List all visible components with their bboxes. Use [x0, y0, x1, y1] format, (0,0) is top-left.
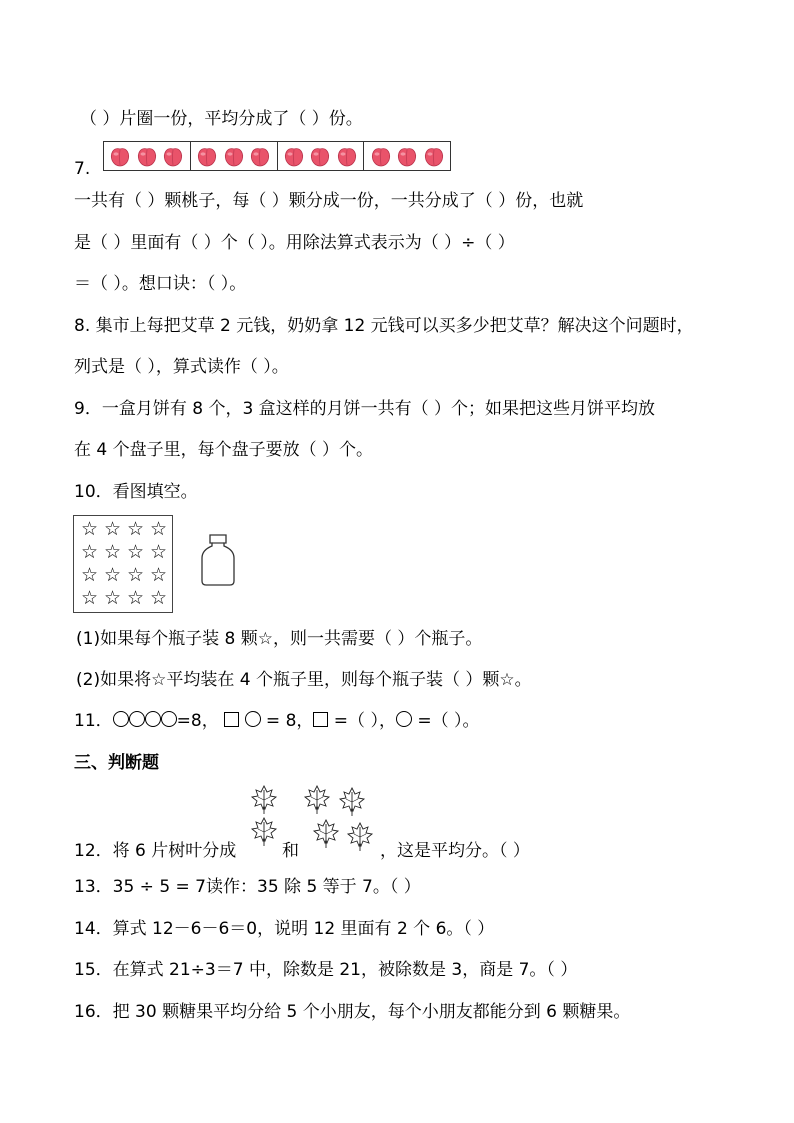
- q10-part2-text-b: 平均装在 4 个瓶子里，则每个瓶子装（ ）颗: [166, 670, 500, 690]
- star-icon: ☆: [149, 564, 168, 586]
- leaf-icon: [252, 818, 276, 846]
- circle-shape: [145, 711, 161, 727]
- star-icon: ☆: [126, 587, 145, 609]
- leaves-figure: [238, 782, 380, 862]
- q7-line-1: 一共有（ ）颗桃子，每（ ）颗分成一份，一共分成了（ ）份，也就: [74, 191, 584, 211]
- peach-icon: [195, 144, 219, 168]
- star-icon: ☆: [149, 541, 168, 563]
- q10-part1-text-b: ，则一共需要（ ）个瓶子。: [272, 629, 483, 649]
- peach-group: [191, 142, 278, 170]
- star-icon: ☆: [80, 518, 99, 540]
- q12-line: [74, 840, 236, 862]
- circle-shape: [245, 711, 261, 727]
- peach-icon: [108, 144, 132, 168]
- peach-icon: [335, 144, 359, 168]
- square-shape: [313, 712, 328, 727]
- q10-part1: [76, 628, 482, 650]
- peach-icon: [222, 144, 246, 168]
- star-icon: ☆: [149, 518, 168, 540]
- q11-line: [74, 710, 480, 732]
- q10-title: 10．看图填空。: [74, 482, 198, 502]
- circle-shape: [161, 711, 177, 727]
- peach-group: [104, 142, 191, 170]
- q7-number: 7.: [74, 159, 91, 179]
- q11-answer-square: =（ ），: [328, 711, 396, 731]
- q8-line-2: 列式是（ ），算式读作（ ）。: [74, 357, 289, 377]
- leaf-icon: [348, 823, 372, 851]
- q9-line-2: 在 4 个盘子里，每个盘子要放（ ）个。: [74, 440, 374, 460]
- star-icon: ☆: [103, 518, 122, 540]
- q8-line-1: 8. 集市上每把艾草 2 元钱，奶奶拿 12 元钱可以买多少把艾草？解决这个问题时，: [74, 316, 694, 336]
- q13-line: 13．35 ÷ 5 = 7读作：35 除 5 等于 7。（ ）: [74, 877, 421, 897]
- q6-tail-line: （ ）片圈一份，平均分成了（ ）份。: [80, 109, 363, 129]
- q11-eq1: =8，: [176, 711, 219, 731]
- star-icon: ☆: [257, 629, 273, 649]
- peach-group: [364, 142, 450, 170]
- peach-icon: [395, 144, 419, 168]
- star-icon: ☆: [103, 541, 122, 563]
- q15-line: 15．在算式 21÷3＝7 中，除数是 21，被除数是 3，商是 7。（ ）: [74, 960, 578, 980]
- peach-icon: [135, 144, 159, 168]
- q10-part2-text-c: 。: [514, 670, 532, 690]
- q16-line: 16．把 30 颗糖果平均分给 5 个小朋友，每个小朋友都能分到 6 颗糖果。: [74, 1002, 631, 1022]
- peach-icon: [161, 144, 185, 168]
- star-icon: ☆: [103, 587, 122, 609]
- peach-icon: [248, 144, 272, 168]
- star-icon: ☆: [151, 670, 167, 690]
- star-icon: ☆: [80, 587, 99, 609]
- star-grid-figure: [73, 515, 173, 613]
- peach-icon: [282, 144, 306, 168]
- star-icon: ☆: [80, 564, 99, 586]
- circle-shape: [396, 711, 412, 727]
- bottle-icon: [200, 533, 236, 587]
- star-icon: ☆: [149, 587, 168, 609]
- peach-icon: [308, 144, 332, 168]
- q12-text-a: 12．将 6 片树叶分成: [74, 841, 237, 861]
- peach-group: [278, 142, 365, 170]
- star-icon: ☆: [103, 564, 122, 586]
- q7-line-3: ＝（ ）。想口诀：（ ）。: [74, 274, 247, 294]
- q7-line-2: 是（ ）里面有（ ）个（ ）。用除法算式表示为（ ）÷（ ）: [74, 233, 515, 253]
- q11-eq2: = 8，: [260, 711, 314, 731]
- leaf-icon: [340, 788, 364, 816]
- star-icon: ☆: [126, 541, 145, 563]
- q10-part2-text-a: (2)如果将: [76, 670, 152, 690]
- q14-line: 14．算式 12－6－6＝0，说明 12 里面有 2 个 6。（ ）: [74, 919, 495, 939]
- star-icon: ☆: [499, 670, 515, 690]
- star-icon: ☆: [80, 541, 99, 563]
- star-icon: ☆: [126, 564, 145, 586]
- leaf-icon: [314, 820, 338, 848]
- peach-icon: [422, 144, 446, 168]
- circle-shape: [113, 711, 129, 727]
- q11-answer-circle: =（ ）。: [411, 711, 480, 731]
- leaf-icon: [305, 786, 329, 814]
- q9-line-1: 9．一盒月饼有 8 个，3 盒这样的月饼一共有（ ）个；如果把这些月饼平均放: [74, 399, 656, 419]
- q10-part1-text-a: (1)如果每个瓶子装 8 颗: [76, 629, 258, 649]
- peach-icon: [369, 144, 393, 168]
- q12-and: 和: [282, 841, 299, 861]
- q12-text-c: ，这是平均分。（ ）: [380, 841, 530, 861]
- q10-part2: [76, 669, 532, 691]
- square-shape: [224, 712, 239, 727]
- section-heading-judgement: 三、判断题: [74, 753, 159, 773]
- leaf-icon: [252, 786, 276, 814]
- circle-shape: [129, 711, 145, 727]
- peach-figure: [103, 141, 451, 171]
- q11-number: 11．: [74, 711, 113, 731]
- star-icon: ☆: [126, 518, 145, 540]
